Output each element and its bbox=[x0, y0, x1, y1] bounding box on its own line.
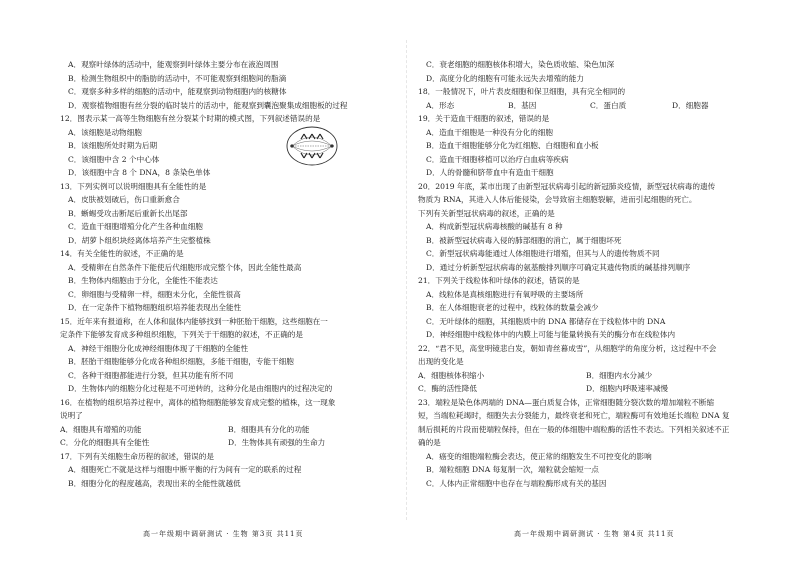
question-stem: 15．近年来有报道称，在人体和鼠体内能够找到一种胚胎干细胞，这些细胞在一 bbox=[60, 316, 328, 326]
option-row bbox=[418, 99, 754, 113]
text-line: 定条件下能够发育成多种组织细胞，下列关于干细胞的叙述，不正确的是 bbox=[60, 330, 303, 339]
option-text: B．细胞具有分化的功能 bbox=[228, 424, 310, 434]
option-text: C．观察多种多样的细胞的活动中，能观察到动物细胞内的核糖体 bbox=[68, 87, 287, 96]
option-row bbox=[418, 382, 754, 396]
question-stem: 20．2019 年底，某市出现了由新型冠状病毒引起的新冠肺炎疫情，新型冠状病毒的遗传 bbox=[418, 181, 716, 191]
text-line: 制后损耗的片段而使端粒保持，但在一般的体细胞中端粒酶的活性不表达。下列相关叙述不正 bbox=[418, 424, 730, 434]
footer-left: 高一年级期中调研测试 · 生物 第3页 共11页 bbox=[143, 530, 304, 538]
option-text: C．无叶绿体的细胞，其细胞质中的 DNA 都储存在于线粒体中的 DNA bbox=[426, 316, 666, 326]
option-text: B．该细胞所处时期为后期 bbox=[68, 141, 158, 150]
text-line: 短，当端粒耗竭时，细胞失去分裂能力，最终衰老和死亡，端粒酶可有效地延长端粒 DNA 复 bbox=[418, 411, 730, 420]
option-text: D．在一定条件下植物细胞组织培养能表现出全能性 bbox=[68, 303, 242, 312]
option-text: D．胡萝卜组织块经离体培养产生完整植株 bbox=[68, 235, 211, 245]
option-text: B．胚胎干细胞能够分化成各种组织细胞，多能干细胞，专能干细胞 bbox=[68, 357, 294, 366]
text-line: 确的是 bbox=[418, 438, 441, 447]
option-text: A．构成新型冠状病毒核酸的碱基有 8 种 bbox=[426, 222, 563, 231]
option-text: A．细胞具有增殖的功能 bbox=[60, 424, 142, 434]
option-text: D．细胞内呼吸速率减慢 bbox=[586, 384, 669, 393]
text-line: 出现的变化是 bbox=[418, 357, 464, 366]
option-text: A．观察叶绿体的活动中，能观察到叶绿体主要分布在液泡周围 bbox=[68, 60, 279, 69]
option-text: B．在人体细胞衰老的过程中，线粒体的数量会减少 bbox=[426, 303, 599, 312]
option-text: D．细胞器 bbox=[672, 100, 709, 110]
question-stem: 22．“君不见，高堂明镜悲白发，朝如青丝暮成雪”，从细胞学的角度分析，这过程中不会 bbox=[418, 343, 717, 353]
option-text: C．人体内正常细胞中也存在与端粒酶形成有关的基因 bbox=[426, 478, 607, 488]
option-text: B．检测生物组织中的脂肪的活动中，不可能观察到细胞间的脂滴 bbox=[68, 73, 287, 83]
text-line: 物质为 RNA，其进入人体后能侵染，会导致宿主细胞裂解，进而引起细胞的死亡。 bbox=[418, 195, 697, 204]
option-text: C．衰老细胞的细胞核体积增大，染色质收缩、染色加深 bbox=[426, 60, 615, 69]
page-right bbox=[418, 58, 754, 490]
option-row bbox=[60, 436, 396, 450]
question-stem: 19．关于造血干细胞的叙述，错误的是 bbox=[418, 114, 550, 123]
question-stem: 14．有关全能性的叙述，不正确的是 bbox=[60, 249, 184, 258]
option-text: C．造血干细胞移植可以治疗白血病等疾病 bbox=[426, 154, 569, 164]
option-text: D．高度分化的细胞有可能永远失去增殖的能力 bbox=[426, 73, 584, 83]
option-text: C．分化的细胞具有全能性 bbox=[60, 438, 150, 447]
option-text: D．生物体具有顽强的生命力 bbox=[228, 438, 326, 447]
option-text: A．线粒体是真核细胞进行有氧呼吸的主要场所 bbox=[426, 289, 584, 299]
option-text: C．卵细胞与受精卵一样，细胞未分化，全能性很高 bbox=[68, 289, 241, 299]
option-text: B．细胞内水分减少 bbox=[586, 370, 653, 380]
option-row bbox=[60, 423, 396, 437]
option-text: A．癌变的细胞端粒酶会表达，使正常的细胞发生不可控变化的影响 bbox=[426, 451, 652, 461]
question-stem: 17．下列有关细胞生命历程的叙述，错误的是 bbox=[60, 451, 214, 461]
footer-right: 高一年级期中调研测试 · 生物 第4页 共11页 bbox=[514, 530, 675, 538]
mitosis-cell-figure bbox=[284, 124, 340, 168]
option-text: A．该细胞是动物细胞 bbox=[68, 127, 142, 137]
option-text: B．被新型冠状病毒入侵的肺部细胞的消亡，属于细胞坏死 bbox=[426, 235, 622, 245]
option-text: B．生物体内细胞由于分化，全能性不能表达 bbox=[68, 276, 218, 285]
option-text: A．形态 bbox=[426, 100, 455, 110]
option-text: C．蛋白质 bbox=[590, 100, 627, 110]
question-stem: 18．一般情况下，叶片表皮细胞和保卫细胞，具有完全相同的 bbox=[418, 87, 626, 96]
question-stem: 21．下列关于线粒体和叶绿体的叙述，错误的是 bbox=[418, 276, 580, 285]
option-text: D．观察植物细胞有丝分裂的临时装片的活动中，能观察到囊泡聚集成细胞板的过程 bbox=[68, 100, 348, 110]
option-text: A．神经干细胞分化成神经细胞体现了干细胞的全能性 bbox=[68, 343, 249, 353]
question-stem: 23．端粒是染色体两端的 DNA—蛋白质复合体，正常细胞随分裂次数的增加端粒不断缩 bbox=[418, 397, 715, 407]
option-text: A．细胞核体积缩小 bbox=[418, 370, 485, 380]
page-divider bbox=[406, 40, 407, 520]
option-row bbox=[418, 369, 754, 383]
option-text: D．人的骨髓和脐带血中有造血干细胞 bbox=[426, 168, 554, 177]
option-text: A．造血干细胞是一种没有分化的细胞 bbox=[426, 127, 553, 137]
option-text: A．细胞死亡不就是这样与细胞中断平衡的行为间有一定的联系的过程 bbox=[68, 465, 302, 474]
question-stem: 13．下列实例可以说明细胞具有全能性的是 bbox=[60, 181, 207, 191]
option-text: B．端粒细胞 DNA 每复制一次，端粒就会缩短一点 bbox=[426, 465, 599, 474]
option-text: D．该细胞中含 8 个 DNA，8 条染色单体 bbox=[68, 168, 211, 177]
option-text: B．蜥蜴受攻击断尾后重新长出尾部 bbox=[68, 208, 188, 218]
option-text: C．该细胞中含 2 个中心体 bbox=[68, 154, 160, 164]
option-text: C．造血干细胞增殖分化产生各种血细胞 bbox=[68, 222, 203, 231]
option-text: A．受精卵在自然条件下能使后代细胞形成完整个体，因此全能性最高 bbox=[68, 262, 302, 272]
option-text: B．细胞分化的程度越高，表现出来的全能性就越低 bbox=[68, 478, 241, 488]
option-text: B．基因 bbox=[508, 100, 537, 110]
question-stem: 12．图表示某一高等生物细胞有丝分裂某个时期的模式图，下列叙述错误的是 bbox=[60, 114, 321, 123]
option-text: A．皮肤被划破后，伤口重新愈合 bbox=[68, 195, 180, 204]
question-stem: 16．在植物的组织培养过程中，离体的植物细胞能够发育成完整的植株，这一现象 bbox=[60, 397, 336, 407]
option-text: D．生物体内的细胞分化过程是不可逆转的，这种分化是由细胞内的过程决定的 bbox=[68, 384, 333, 393]
option-text: C．新型冠状病毒能通过人体细胞进行增殖，但其与人的遗传物质不同 bbox=[426, 249, 660, 258]
option-text: C．各种干细胞都能进行分裂，但其功能有所不同 bbox=[68, 370, 234, 380]
option-text: C．酶的活性降低 bbox=[418, 384, 477, 393]
page-left bbox=[60, 58, 396, 490]
option-text: D．神经细胞中线粒体中的内膜上可能与能量转换有关的酶分布在线粒体内 bbox=[426, 330, 676, 339]
text-line: 下列有关新型冠状病毒的叙述，正确的是 bbox=[418, 208, 555, 218]
text-line: 说明了 bbox=[60, 411, 83, 420]
option-text: B．造血干细胞能够分化为红细胞、白细胞和血小板 bbox=[426, 141, 599, 150]
option-text: D．通过分析新型冠状病毒的氨基酸排列顺序可确定其遗传物质的碱基排列顺序 bbox=[426, 262, 691, 272]
